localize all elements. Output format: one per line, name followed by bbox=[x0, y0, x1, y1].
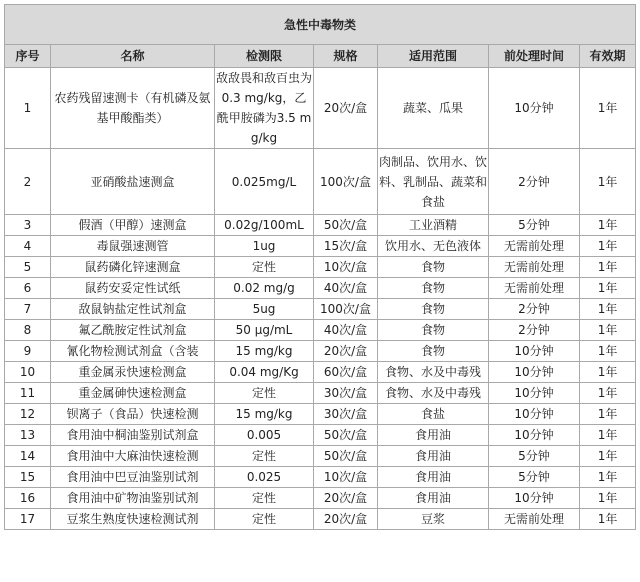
cell-spec: 100次/盒 bbox=[314, 149, 378, 215]
cell-name: 农药残留速测卡（有机磷及氨基甲酸酯类） bbox=[51, 68, 215, 149]
cell-index: 2 bbox=[5, 149, 51, 215]
table-row bbox=[5, 236, 636, 257]
cell-pretreatment-time: 10分钟 bbox=[489, 404, 580, 425]
header-validity: 有效期 bbox=[580, 45, 636, 68]
cell-detection-limit: 0.005 bbox=[215, 425, 314, 446]
cell-name: 食用油中桐油鉴别试剂盒 bbox=[51, 425, 215, 446]
cell-detection-limit: 定性 bbox=[215, 446, 314, 467]
cell-name: 氰化物检测试剂盒（含装 bbox=[51, 341, 215, 362]
table-container bbox=[4, 4, 636, 530]
cell-scope: 工业酒精 bbox=[378, 215, 489, 236]
cell-name: 食用油中矿物油鉴别试剂 bbox=[51, 488, 215, 509]
cell-pretreatment-time: 无需前处理 bbox=[489, 509, 580, 530]
cell-index: 11 bbox=[5, 383, 51, 404]
cell-spec: 40次/盒 bbox=[314, 278, 378, 299]
cell-pretreatment-time: 无需前处理 bbox=[489, 278, 580, 299]
cell-validity: 1年 bbox=[580, 257, 636, 278]
cell-name: 重金属汞快速检测盒 bbox=[51, 362, 215, 383]
cell-name: 豆浆生熟度快速检测试剂 bbox=[51, 509, 215, 530]
cell-pretreatment-time: 10分钟 bbox=[489, 362, 580, 383]
cell-scope: 食物 bbox=[378, 320, 489, 341]
cell-spec: 20次/盒 bbox=[314, 488, 378, 509]
cell-spec: 50次/盒 bbox=[314, 446, 378, 467]
table-row bbox=[5, 299, 636, 320]
table-row bbox=[5, 257, 636, 278]
cell-index: 9 bbox=[5, 341, 51, 362]
cell-index: 14 bbox=[5, 446, 51, 467]
cell-name: 重金属砷快速检测盒 bbox=[51, 383, 215, 404]
cell-spec: 10次/盒 bbox=[314, 467, 378, 488]
cell-scope: 食物 bbox=[378, 257, 489, 278]
cell-spec: 50次/盒 bbox=[314, 425, 378, 446]
cell-spec: 10次/盒 bbox=[314, 257, 378, 278]
table-row bbox=[5, 425, 636, 446]
cell-name: 鼠药磷化锌速测盒 bbox=[51, 257, 215, 278]
cell-name: 食用油中大麻油快速检测 bbox=[51, 446, 215, 467]
cell-index: 7 bbox=[5, 299, 51, 320]
cell-index: 10 bbox=[5, 362, 51, 383]
cell-detection-limit: 0.025mg/L bbox=[215, 149, 314, 215]
table-row bbox=[5, 341, 636, 362]
cell-scope: 食物、水及中毒残 bbox=[378, 362, 489, 383]
cell-detection-limit: 0.025 bbox=[215, 467, 314, 488]
cell-scope: 食物 bbox=[378, 278, 489, 299]
cell-index: 1 bbox=[5, 68, 51, 149]
cell-pretreatment-time: 无需前处理 bbox=[489, 257, 580, 278]
cell-spec: 20次/盒 bbox=[314, 68, 378, 149]
cell-validity: 1年 bbox=[580, 509, 636, 530]
header-detection-limit: 检测限 bbox=[215, 45, 314, 68]
table-title: 急性中毒物类 bbox=[5, 5, 636, 45]
cell-index: 12 bbox=[5, 404, 51, 425]
cell-detection-limit: 0.02g/100mL bbox=[215, 215, 314, 236]
cell-validity: 1年 bbox=[580, 404, 636, 425]
table-row bbox=[5, 509, 636, 530]
cell-name: 钡离子（食品）快速检测 bbox=[51, 404, 215, 425]
cell-detection-limit: 50 μg/mL bbox=[215, 320, 314, 341]
cell-scope: 食物 bbox=[378, 299, 489, 320]
cell-scope: 食用油 bbox=[378, 488, 489, 509]
cell-scope: 蔬菜、瓜果 bbox=[378, 68, 489, 149]
cell-validity: 1年 bbox=[580, 383, 636, 404]
cell-scope: 饮用水、无色液体 bbox=[378, 236, 489, 257]
table-row bbox=[5, 320, 636, 341]
cell-validity: 1年 bbox=[580, 467, 636, 488]
cell-pretreatment-time: 2分钟 bbox=[489, 299, 580, 320]
cell-index: 16 bbox=[5, 488, 51, 509]
cell-validity: 1年 bbox=[580, 68, 636, 149]
table-title-row bbox=[5, 5, 636, 45]
cell-detection-limit: 5ug bbox=[215, 299, 314, 320]
table-row bbox=[5, 467, 636, 488]
cell-detection-limit: 15 mg/kg bbox=[215, 404, 314, 425]
cell-pretreatment-time: 5分钟 bbox=[489, 467, 580, 488]
cell-validity: 1年 bbox=[580, 215, 636, 236]
cell-validity: 1年 bbox=[580, 425, 636, 446]
table-row bbox=[5, 488, 636, 509]
cell-spec: 20次/盒 bbox=[314, 509, 378, 530]
table-row bbox=[5, 215, 636, 236]
cell-name: 敌鼠钠盐定性试剂盒 bbox=[51, 299, 215, 320]
cell-scope: 食用油 bbox=[378, 467, 489, 488]
cell-index: 13 bbox=[5, 425, 51, 446]
cell-name: 食用油中巴豆油鉴别试剂 bbox=[51, 467, 215, 488]
cell-pretreatment-time: 10分钟 bbox=[489, 383, 580, 404]
cell-spec: 30次/盒 bbox=[314, 404, 378, 425]
cell-index: 4 bbox=[5, 236, 51, 257]
cell-detection-limit: 15 mg/kg bbox=[215, 341, 314, 362]
table-header-row bbox=[5, 45, 636, 68]
cell-detection-limit: 0.04 mg/Kg bbox=[215, 362, 314, 383]
table-row bbox=[5, 278, 636, 299]
cell-pretreatment-time: 2分钟 bbox=[489, 320, 580, 341]
table-row bbox=[5, 68, 636, 149]
cell-spec: 40次/盒 bbox=[314, 320, 378, 341]
cell-validity: 1年 bbox=[580, 362, 636, 383]
cell-validity: 1年 bbox=[580, 236, 636, 257]
cell-name: 亚硝酸盐速测盒 bbox=[51, 149, 215, 215]
table-row bbox=[5, 149, 636, 215]
cell-scope: 食物、水及中毒残 bbox=[378, 383, 489, 404]
cell-name: 假酒（甲醇）速测盒 bbox=[51, 215, 215, 236]
header-name: 名称 bbox=[51, 45, 215, 68]
cell-index: 5 bbox=[5, 257, 51, 278]
cell-validity: 1年 bbox=[580, 488, 636, 509]
cell-detection-limit: 敌敌畏和敌百虫为0.3 mg/kg，乙酰甲胺磷为3.5 mg/kg bbox=[215, 68, 314, 149]
cell-validity: 1年 bbox=[580, 149, 636, 215]
cell-index: 15 bbox=[5, 467, 51, 488]
table-row bbox=[5, 404, 636, 425]
cell-index: 8 bbox=[5, 320, 51, 341]
cell-scope: 食物 bbox=[378, 341, 489, 362]
cell-name: 毒鼠强速测管 bbox=[51, 236, 215, 257]
cell-pretreatment-time: 5分钟 bbox=[489, 215, 580, 236]
cell-validity: 1年 bbox=[580, 446, 636, 467]
cell-pretreatment-time: 2分钟 bbox=[489, 149, 580, 215]
toxicant-test-table bbox=[4, 4, 636, 530]
header-spec: 规格 bbox=[314, 45, 378, 68]
cell-pretreatment-time: 无需前处理 bbox=[489, 236, 580, 257]
cell-spec: 100次/盒 bbox=[314, 299, 378, 320]
cell-spec: 30次/盒 bbox=[314, 383, 378, 404]
cell-index: 3 bbox=[5, 215, 51, 236]
cell-validity: 1年 bbox=[580, 278, 636, 299]
table-row bbox=[5, 362, 636, 383]
cell-scope: 食盐 bbox=[378, 404, 489, 425]
cell-name: 氟乙酰胺定性试剂盒 bbox=[51, 320, 215, 341]
cell-spec: 60次/盒 bbox=[314, 362, 378, 383]
cell-pretreatment-time: 5分钟 bbox=[489, 446, 580, 467]
cell-spec: 20次/盒 bbox=[314, 341, 378, 362]
cell-scope: 肉制品、饮用水、饮料、乳制品、蔬菜和食盐 bbox=[378, 149, 489, 215]
cell-index: 17 bbox=[5, 509, 51, 530]
cell-pretreatment-time: 10分钟 bbox=[489, 425, 580, 446]
cell-index: 6 bbox=[5, 278, 51, 299]
cell-scope: 食用油 bbox=[378, 446, 489, 467]
cell-detection-limit: 0.02 mg/g bbox=[215, 278, 314, 299]
header-pretreatment-time: 前处理时间 bbox=[489, 45, 580, 68]
cell-name: 鼠药安妥定性试纸 bbox=[51, 278, 215, 299]
cell-detection-limit: 定性 bbox=[215, 509, 314, 530]
header-scope: 适用范围 bbox=[378, 45, 489, 68]
cell-validity: 1年 bbox=[580, 299, 636, 320]
cell-validity: 1年 bbox=[580, 320, 636, 341]
cell-scope: 豆浆 bbox=[378, 509, 489, 530]
cell-scope: 食用油 bbox=[378, 425, 489, 446]
cell-pretreatment-time: 10分钟 bbox=[489, 68, 580, 149]
cell-detection-limit: 定性 bbox=[215, 488, 314, 509]
cell-pretreatment-time: 10分钟 bbox=[489, 341, 580, 362]
cell-detection-limit: 定性 bbox=[215, 383, 314, 404]
cell-detection-limit: 定性 bbox=[215, 257, 314, 278]
table-row bbox=[5, 446, 636, 467]
cell-pretreatment-time: 10分钟 bbox=[489, 488, 580, 509]
cell-spec: 15次/盒 bbox=[314, 236, 378, 257]
cell-detection-limit: 1ug bbox=[215, 236, 314, 257]
table-body bbox=[5, 5, 636, 530]
cell-validity: 1年 bbox=[580, 341, 636, 362]
table-row bbox=[5, 383, 636, 404]
cell-spec: 50次/盒 bbox=[314, 215, 378, 236]
header-index: 序号 bbox=[5, 45, 51, 68]
